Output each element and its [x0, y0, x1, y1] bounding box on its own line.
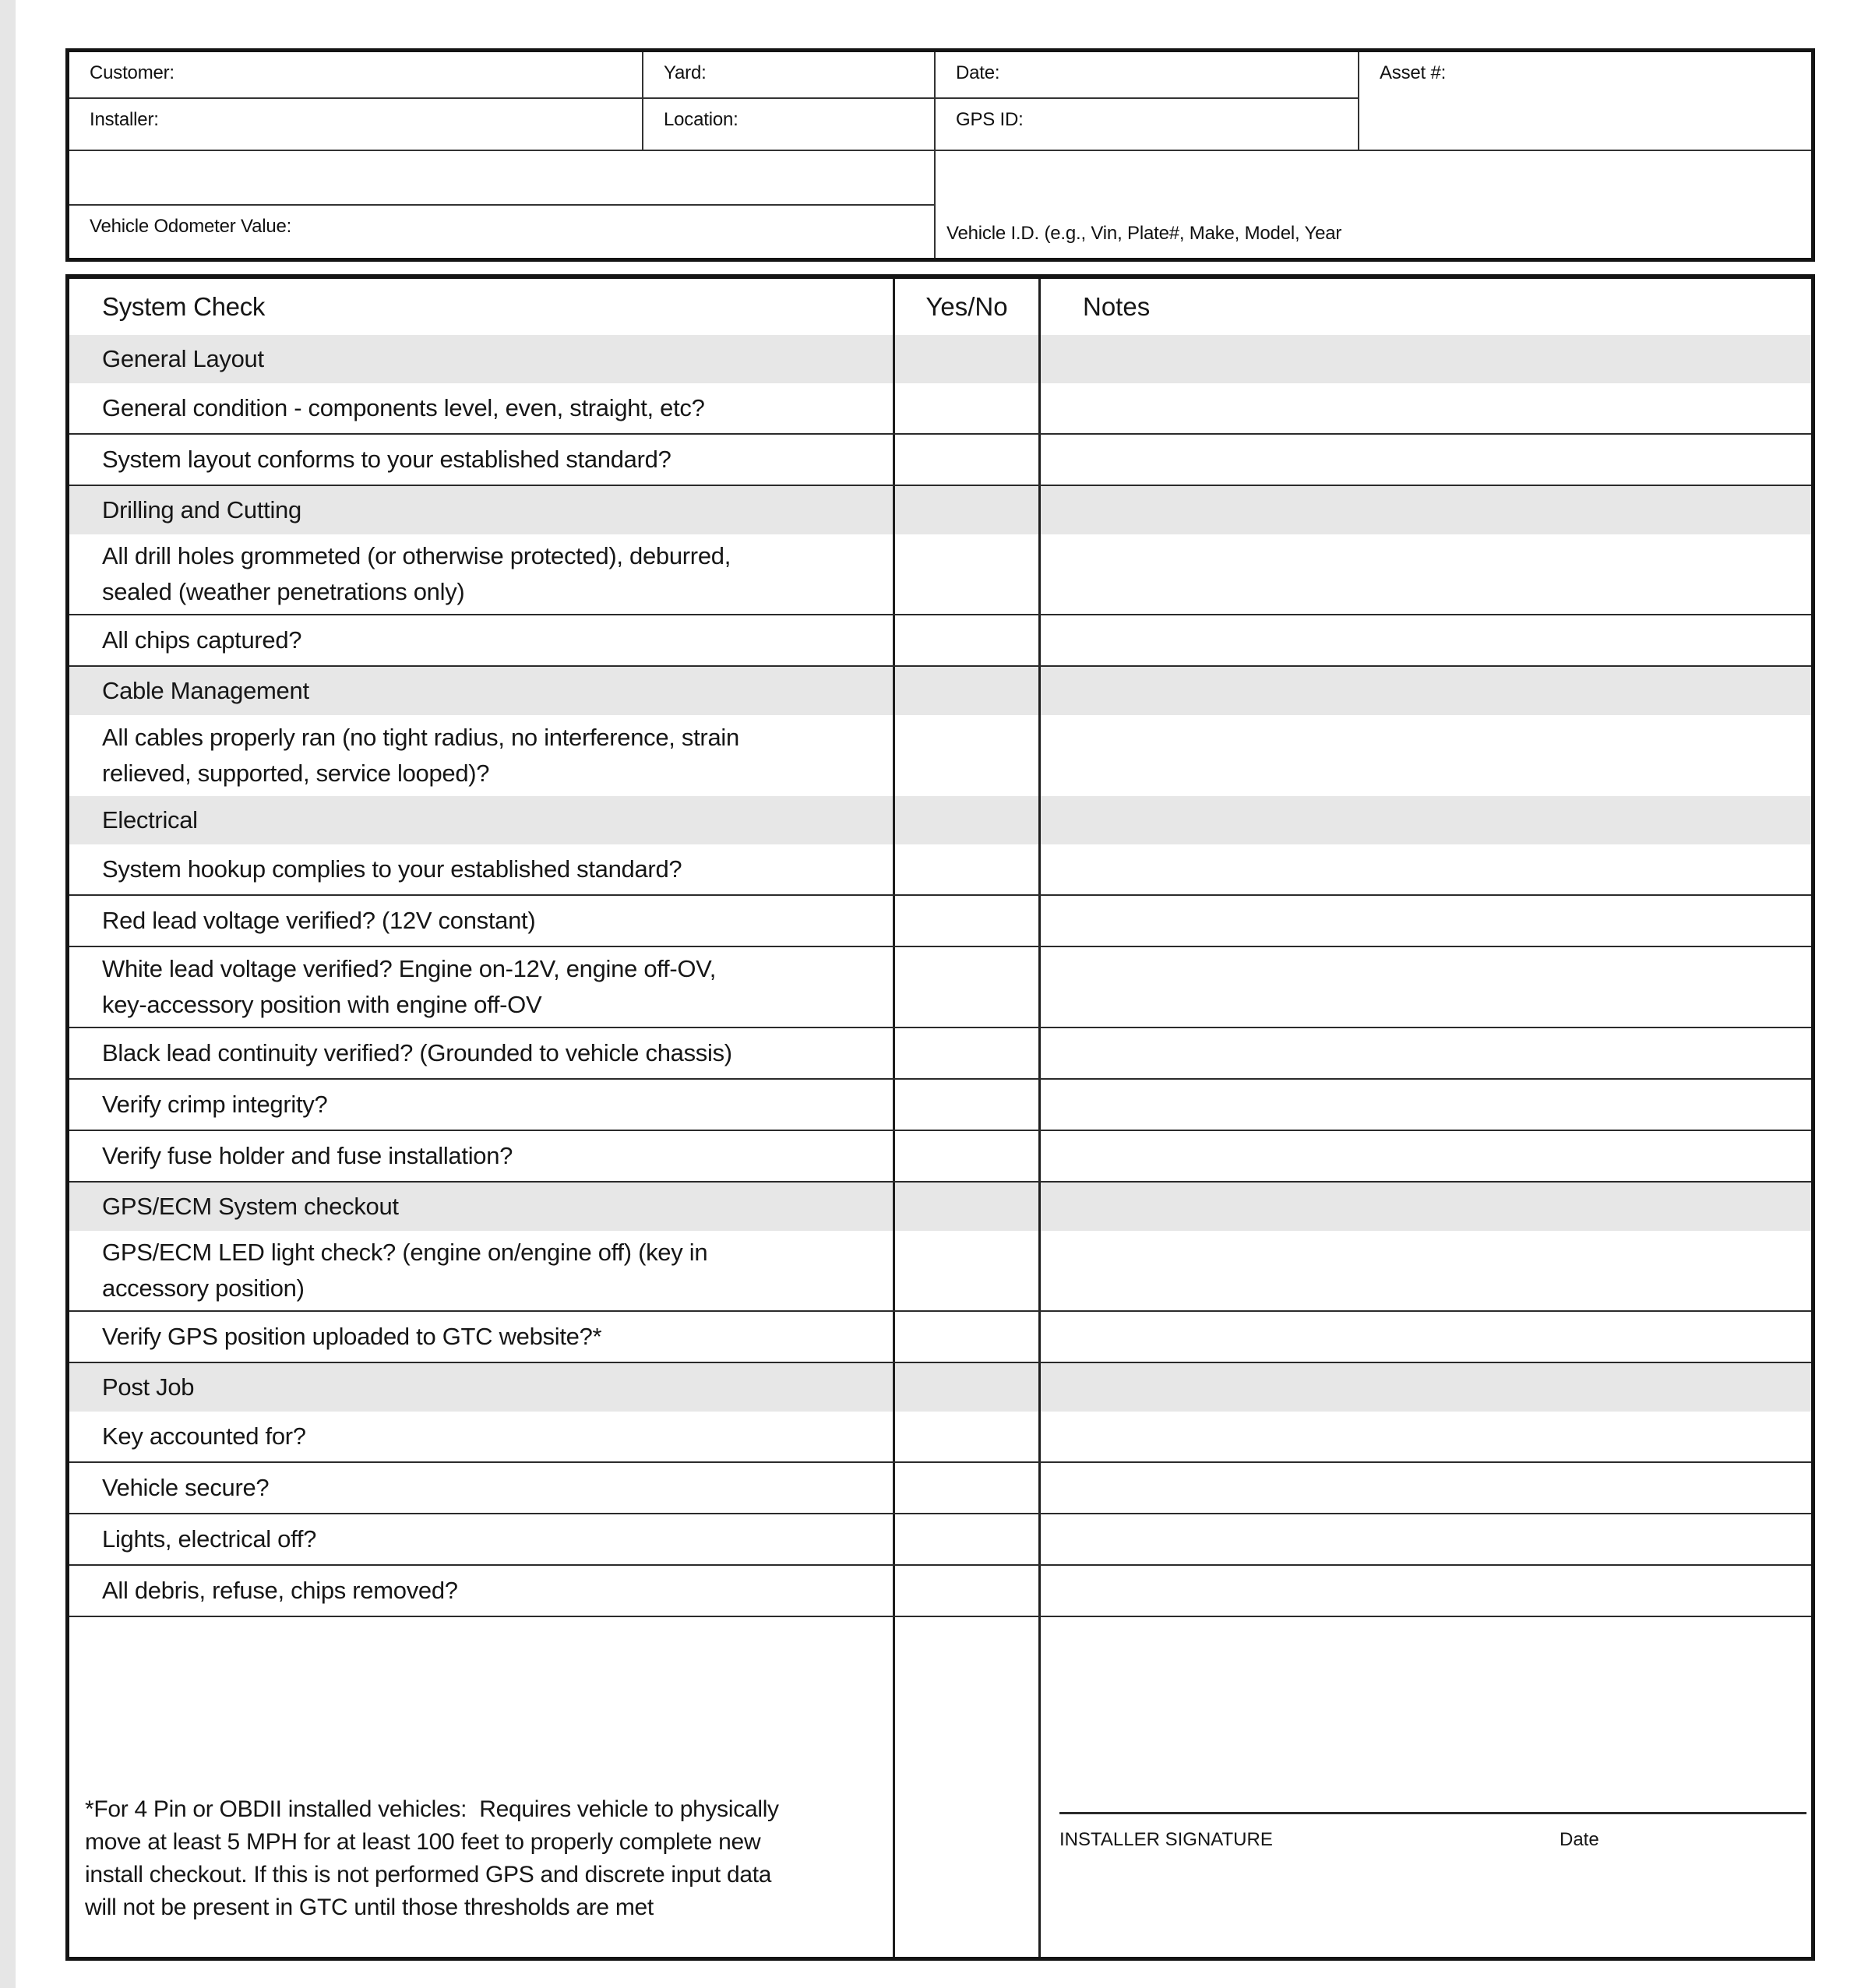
check-item-text: Lights, electrical off? [102, 1525, 317, 1553]
check-item-text: sealed (weather penetrations only) [102, 578, 465, 605]
checklist-item-row [69, 1028, 1811, 1080]
system-check-table [65, 274, 1815, 1961]
section-label: GPS/ECM System checkout [102, 1193, 399, 1220]
notes-cell [1041, 1028, 1811, 1078]
yes-no-cell [895, 1080, 1041, 1130]
checklist-item-row [69, 615, 1811, 667]
section-row [69, 1183, 1811, 1231]
checklist-item-row [69, 715, 1811, 796]
section-label: General Layout [102, 345, 264, 372]
yes-no-cell [895, 615, 1041, 665]
notes-header-label: Notes [1083, 292, 1151, 321]
checklist-item-row [69, 383, 1811, 435]
customer-field [69, 52, 643, 99]
date-label: Date: [956, 62, 1000, 83]
check-item-text: System hookup complies to your established standard? [102, 855, 682, 883]
section-row [69, 1363, 1811, 1412]
notes-cell [1041, 1463, 1811, 1513]
signature-date-label: Date [1560, 1829, 1599, 1850]
yes-no-column-header [895, 279, 1041, 335]
notes-cell [1041, 1183, 1811, 1231]
system-check-header-label: System Check [102, 292, 266, 321]
check-item-cell [69, 1312, 895, 1362]
section-label-cell [69, 486, 895, 534]
asset-number-label: Asset #: [1380, 62, 1447, 83]
check-item-text: key-accessory position with engine off-OV [102, 991, 542, 1018]
notes-cell [1041, 844, 1811, 894]
checklist-item-row [69, 1080, 1811, 1131]
yes-no-cell [895, 715, 1041, 796]
check-item-text: General condition - components level, even, straight, etc? [102, 394, 705, 421]
check-item-cell [69, 896, 895, 946]
section-label: Cable Management [102, 677, 309, 704]
empty-spacer-cell [69, 151, 936, 206]
checklist-item-row [69, 1463, 1811, 1514]
section-label-cell [69, 796, 895, 844]
gps-id-label: GPS ID: [956, 109, 1024, 130]
system-check-column-header [69, 279, 895, 335]
check-item-text: GPS/ECM LED light check? (engine on/engine off) (key in [102, 1239, 708, 1266]
check-item-text: Verify GPS position uploaded to GTC website?* [102, 1323, 602, 1350]
yes-no-cell [895, 1312, 1041, 1362]
yes-no-cell [895, 896, 1041, 946]
notes-cell [1041, 947, 1811, 1027]
installer-signature-label: INSTALLER SIGNATURE [1059, 1829, 1273, 1850]
check-item-cell [69, 1412, 895, 1461]
yes-no-cell [895, 435, 1041, 485]
notes-cell [1041, 534, 1811, 614]
notes-cell [1041, 896, 1811, 946]
check-item-text: Black lead continuity verified? (Grounded to vehicle chassis) [102, 1039, 732, 1066]
notes-cell [1041, 335, 1811, 383]
notes-cell [1041, 1363, 1811, 1412]
location-field [643, 99, 936, 151]
check-item-cell [69, 1566, 895, 1616]
yes-no-cell [895, 1566, 1041, 1616]
yes-no-cell [895, 1617, 1041, 1957]
check-item-cell [69, 1463, 895, 1513]
checklist-item-row [69, 896, 1811, 947]
installer-field [69, 99, 643, 151]
yes-no-cell [895, 1363, 1041, 1412]
check-item-cell [69, 1514, 895, 1564]
yes-no-cell [895, 534, 1041, 614]
check-item-text: Verify crimp integrity? [102, 1091, 328, 1118]
check-item-text: Vehicle secure? [102, 1474, 270, 1501]
notes-cell [1041, 1412, 1811, 1461]
checklist-item-row [69, 1566, 1811, 1617]
checklist-item-row [69, 435, 1811, 486]
yes-no-cell [895, 1131, 1041, 1181]
yard-field [643, 52, 936, 99]
vehicle-id-field [936, 151, 1811, 258]
check-item-cell [69, 615, 895, 665]
check-item-cell [69, 435, 895, 485]
check-item-cell [69, 844, 895, 894]
notes-cell [1041, 1566, 1811, 1616]
asset-number-field [1359, 52, 1811, 151]
yes-no-cell [895, 1183, 1041, 1231]
notes-cell [1041, 1131, 1811, 1181]
notes-cell [1041, 667, 1811, 715]
yes-no-cell [895, 1514, 1041, 1564]
checklist-item-row [69, 534, 1811, 615]
footnote-line: will not be present in GTC until those thresholds are met [85, 1895, 654, 1920]
yes-no-cell [895, 383, 1041, 433]
signature-line [1059, 1812, 1806, 1814]
check-item-text: Verify fuse holder and fuse installation? [102, 1142, 513, 1169]
notes-cell [1041, 1514, 1811, 1564]
section-label: Electrical [102, 806, 198, 834]
checklist-item-row [69, 1412, 1811, 1463]
section-row [69, 796, 1811, 844]
notes-cell [1041, 796, 1811, 844]
checklist-item-row [69, 844, 1811, 896]
footnote-line: install checkout. If this is not performed GPS and discrete input data [85, 1862, 772, 1888]
check-item-text: relieved, supported, service looped)? [102, 760, 490, 787]
notes-cell [1041, 486, 1811, 534]
check-item-cell [69, 1231, 895, 1310]
notes-cell [1041, 615, 1811, 665]
footnote-cell [69, 1617, 895, 1957]
footer-row [69, 1617, 1811, 1957]
check-item-text: Red lead voltage verified? (12V constant) [102, 907, 536, 934]
notes-cell [1041, 383, 1811, 433]
check-item-cell [69, 1080, 895, 1130]
check-item-cell [69, 383, 895, 433]
section-row [69, 335, 1811, 383]
yes-no-cell [895, 844, 1041, 894]
odometer-label: Vehicle Odometer Value: [90, 216, 292, 237]
checklist-item-row [69, 1312, 1811, 1363]
notes-cell [1041, 1231, 1811, 1310]
check-item-cell [69, 1028, 895, 1078]
checklist-item-row [69, 947, 1811, 1028]
yes-no-cell [895, 947, 1041, 1027]
yes-no-cell [895, 667, 1041, 715]
signature-cell [1041, 1617, 1811, 1957]
section-label-cell [69, 335, 895, 383]
yes-no-cell [895, 1028, 1041, 1078]
section-label-cell [69, 1183, 895, 1231]
location-label: Location: [664, 109, 738, 130]
check-item-text: White lead voltage verified? Engine on-12V, engine off-OV, [102, 955, 717, 982]
date-field [936, 52, 1359, 99]
yes-no-cell [895, 335, 1041, 383]
section-row [69, 486, 1811, 534]
checklist-item-row [69, 1231, 1811, 1312]
check-item-text: accessory position) [102, 1274, 305, 1302]
notes-cell [1041, 1080, 1811, 1130]
checklist-item-row [69, 1131, 1811, 1183]
yes-no-cell [895, 796, 1041, 844]
checklist-item-row [69, 1514, 1811, 1566]
yes-no-cell [895, 486, 1041, 534]
notes-column-header [1041, 279, 1811, 335]
installer-label: Installer: [90, 109, 159, 130]
table-header-row [69, 279, 1811, 335]
check-item-cell [69, 715, 895, 796]
vehicle-id-label: Vehicle I.D. (e.g., Vin, Plate#, Make, Model, Year [946, 223, 1342, 244]
section-label-cell [69, 1363, 895, 1412]
check-item-text: All debris, refuse, chips removed? [102, 1577, 458, 1604]
notes-cell [1041, 435, 1811, 485]
footnote-line: *For 4 Pin or OBDII installed vehicles: Requires vehicle to physically [85, 1796, 779, 1822]
check-item-text: All chips captured? [102, 626, 302, 654]
yes-no-cell [895, 1231, 1041, 1310]
check-item-cell [69, 534, 895, 614]
check-item-text: All cables properly ran (no tight radius, no interference, strain [102, 724, 739, 751]
yes-no-header-label: Yes/No [925, 292, 1008, 321]
section-label-cell [69, 667, 895, 715]
check-item-text: All drill holes grommeted (or otherwise protected), deburred, [102, 542, 731, 569]
check-item-text: Key accounted for? [102, 1422, 306, 1450]
gps-id-field [936, 99, 1359, 151]
yard-label: Yard: [664, 62, 707, 83]
section-row [69, 667, 1811, 715]
notes-cell [1041, 715, 1811, 796]
section-label: Post Job [102, 1373, 195, 1401]
yes-no-cell [895, 1463, 1041, 1513]
check-item-cell [69, 1131, 895, 1181]
check-item-text: System layout conforms to your established standard? [102, 446, 671, 473]
header-info-table [65, 48, 1815, 262]
yes-no-cell [895, 1412, 1041, 1461]
odometer-field [69, 206, 936, 258]
page-edge-strip [0, 0, 16, 1988]
customer-label: Customer: [90, 62, 174, 83]
notes-cell [1041, 1312, 1811, 1362]
section-label: Drilling and Cutting [102, 496, 301, 523]
footnote-line: move at least 5 MPH for at least 100 feet to properly complete new [85, 1829, 761, 1855]
check-item-cell [69, 947, 895, 1027]
